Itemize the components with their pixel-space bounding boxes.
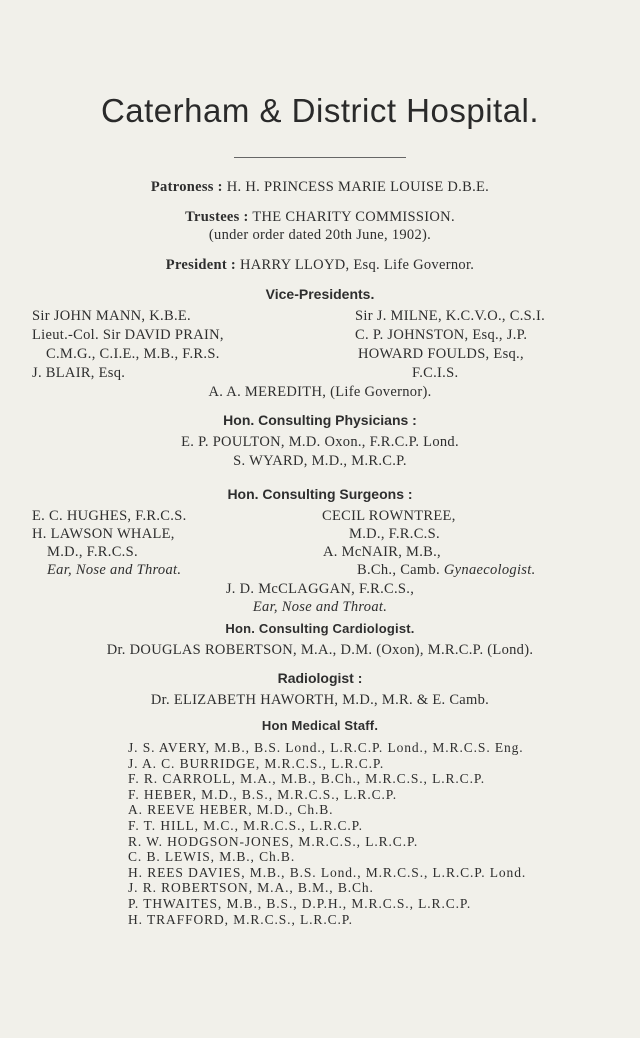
president-label: President :	[165, 257, 237, 273]
vice-president-right-1: Sir J. MILNE, K.C.V.O., C.S.I.	[355, 308, 546, 324]
patroness-label: Patroness :	[150, 179, 223, 195]
surgeon-right-3: A. McNAIR, M.B.,	[323, 544, 441, 560]
surgeon-right-specialty: Gynaecologist.	[443, 562, 536, 578]
consulting-physicians-heading: Hon. Consulting Physicians :	[223, 412, 417, 428]
staff-row: F. R. CARROLL, M.A., M.B., B.Ch., M.R.C.S., L.R.C.P.	[128, 771, 486, 787]
surgeon-right-2: M.D., F.R.C.S.	[349, 526, 440, 542]
surgeon-right-degree: B.Ch., Camb.	[357, 562, 440, 578]
radiologist-heading: Radiologist :	[277, 670, 363, 686]
staff-row: H. TRAFFORD, M.R.C.S., L.R.C.P.	[128, 911, 353, 927]
vice-president-right-4: F.C.I.S.	[412, 365, 459, 381]
staff-row: H. REES DAVIES, M.B., B.S. Lond., M.R.C.S., L.R.C.P. Lond.	[128, 864, 527, 880]
surgeon-bottom-specialty: Ear, Nose and Throat.	[252, 599, 388, 615]
surgeon-right-4	[357, 562, 536, 579]
vice-president-left-1: Sir JOHN MANN, K.B.E.	[32, 308, 191, 324]
surgeon-left-specialty: Ear, Nose and Throat.	[47, 562, 182, 578]
medical-staff-list	[128, 740, 526, 927]
title-divider	[234, 157, 406, 158]
physician-line-2: S. WYARD, M.D., M.R.C.P.	[233, 453, 407, 469]
staff-row: J. A. C. BURRIDGE, M.R.C.S., L.R.C.P.	[128, 755, 385, 771]
staff-row: J. R. ROBERTSON, M.A., B.M., B.Ch.	[128, 880, 374, 896]
vice-president-right-3: HOWARD FOULDS, Esq.,	[358, 346, 524, 362]
staff-row: A. REEVE HEBER, M.D., Ch.B.	[128, 802, 334, 818]
trustees-note: (under order dated 20th June, 1902).	[208, 227, 432, 243]
consulting-surgeons-heading: Hon. Consulting Surgeons :	[227, 486, 413, 502]
staff-row: C. B. LEWIS, M.B., Ch.B.	[128, 849, 296, 865]
surgeon-left-2: H. LAWSON WHALE,	[32, 526, 175, 542]
vice-president-bottom: A. A. MEREDITH, (Life Governor).	[208, 384, 432, 400]
vice-president-left-4: J. BLAIR, Esq.	[32, 365, 126, 381]
president-line	[0, 257, 640, 274]
cardiologist-line: Dr. DOUGLAS ROBERTSON, M.A., D.M. (Oxon), M.R.C.P. (Lond).	[106, 642, 534, 658]
vice-president-right-2: C. P. JOHNSTON, Esq., J.P.	[355, 327, 528, 343]
trustees-value: THE CHARITY COMMISSION.	[252, 209, 455, 225]
vice-president-left-3: C.M.G., C.I.E., M.B., F.R.S.	[46, 346, 220, 362]
patroness-value: H. H. PRINCESS MARIE LOUISE D.B.E.	[226, 179, 490, 195]
cardiologist-heading: Hon. Consulting Cardiologist.	[225, 621, 415, 636]
trustees-label: Trustees :	[185, 209, 249, 225]
trustees-line	[0, 209, 640, 226]
physician-line-1: E. P. POULTON, M.D. Oxon., F.R.C.P. Lond.	[181, 434, 459, 450]
surgeon-right-1: CECIL ROWNTREE,	[322, 508, 456, 524]
page-title: Caterham & District Hospital.	[100, 92, 540, 129]
surgeon-bottom: J. D. McCLAGGAN, F.R.C.S.,	[225, 581, 415, 597]
staff-row: F. T. HILL, M.C., M.R.C.S., L.R.C.P.	[128, 817, 363, 833]
president-value: HARRY LLOYD, Esq. Life Governor.	[240, 257, 475, 273]
staff-row: J. S. AVERY, M.B., B.S. Lond., L.R.C.P. Lond., M.R.C.S. Eng.	[128, 740, 524, 755]
staff-row: R. W. HODGSON-JONES, M.R.C.S., L.R.C.P.	[128, 833, 419, 849]
vice-presidents-heading: Vice-Presidents.	[265, 286, 375, 302]
surgeon-left-3: M.D., F.R.C.S.	[47, 544, 138, 560]
staff-row: P. THWAITES, M.B., B.S., D.P.H., M.R.C.S., L.R.C.P.	[128, 895, 472, 911]
radiologist-line: Dr. ELIZABETH HAWORTH, M.D., M.R. & E. Camb.	[150, 692, 490, 708]
vice-president-left-2: Lieut.-Col. Sir DAVID PRAIN,	[32, 327, 224, 343]
patroness-line	[0, 179, 640, 196]
medical-staff-heading: Hon Medical Staff.	[261, 718, 379, 733]
surgeon-left-1: E. C. HUGHES, F.R.C.S.	[32, 508, 187, 524]
staff-row: F. HEBER, M.D., B.S., M.R.C.S., L.R.C.P.	[128, 786, 397, 802]
